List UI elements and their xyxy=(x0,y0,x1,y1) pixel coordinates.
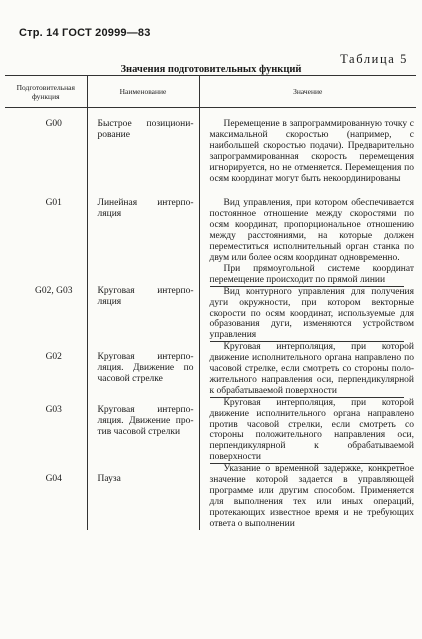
function-name: Линейная интерполяция xyxy=(87,184,199,285)
description-paragraph: Вид управления, при котором обеспечивается постоянное отношение между скоростями по осям координат, пропорциональное отношению между расстояниями, на которые должен переместиться исполнительный орган станка по двум или более осям координат одновременно. xyxy=(209,198,414,263)
function-description xyxy=(199,341,416,397)
table-row xyxy=(5,184,416,285)
column-header-name: Наименование xyxy=(87,76,199,108)
description-paragraph: Круговая интерполяция, при которой движение исполнительного органа направлено против часовой стрелки, если смотреть со стороны положительного направления оси, перпендикулярной к обрабатываемой поверхности xyxy=(209,397,414,463)
functions-table xyxy=(5,75,416,530)
function-description xyxy=(199,397,416,463)
description-paragraph: Вид контурного управления для получения дуги окружности, при котором векторные скорости по осям координат, используемые для образования дуги, изменяются устройством управления xyxy=(209,286,414,341)
function-description xyxy=(199,108,416,185)
function-name: Круговая интерполяция. Движение против часовой стрелки xyxy=(87,397,199,463)
function-description xyxy=(199,184,416,285)
function-code: G02, G03 xyxy=(35,285,73,296)
table-row xyxy=(5,463,416,529)
function-name: Круговая интерполяция. Движение по часовой стрелке xyxy=(87,341,199,397)
table-row xyxy=(5,108,416,185)
function-name: Быстрое позиционирование xyxy=(87,108,199,185)
table-row xyxy=(5,286,416,342)
table-title: Значения подготовительных функций xyxy=(120,64,302,75)
description-paragraph: При прямоугольной системе координат перемещение происходит по прямой линии xyxy=(209,263,414,285)
function-name: Круговая интерполяция xyxy=(87,286,199,342)
function-description xyxy=(199,286,416,342)
function-code: G00 xyxy=(45,119,62,129)
function-code: G03 xyxy=(45,404,62,415)
page-header: Стр. 14 ГОСТ 20999—83 xyxy=(19,27,151,39)
description-paragraph: Указание о временной задержке, конкретное значение которой задается в управляющей программе или другим способом. Применяется для выполнения тех или иных операций, протекающих известное время и не требующих ответа о выполнении xyxy=(209,464,414,529)
table-body xyxy=(5,108,416,530)
function-code: G01 xyxy=(45,198,62,209)
function-code: G04 xyxy=(45,474,62,485)
function-code: G02 xyxy=(45,352,62,363)
column-header-code: Подготовительная функция xyxy=(5,76,87,108)
function-name: Пауза xyxy=(87,463,199,529)
description-paragraph: Круговая интерполяция, при которой движение исполнительного органа направлено по часовой стрелке, если смотреть со стороны положительного направления оси, перпендикулярной к обрабатываемой поверхности xyxy=(209,342,414,396)
description-paragraph: Перемещение в запрограммированную точку с максимальной скоростью (например, с наибольшей скоростью подачи). Предварительно запрограммированная скорость перемещения игнорируется, но не отменяется. Перемещения по осям координат могут быть некоординированы xyxy=(209,119,414,184)
table-row xyxy=(5,341,416,397)
table-header xyxy=(5,76,416,108)
table-row xyxy=(5,397,416,463)
column-header-desc: Значение xyxy=(199,76,416,108)
function-description xyxy=(199,463,416,529)
table-label: Таблица 5 xyxy=(340,52,408,66)
